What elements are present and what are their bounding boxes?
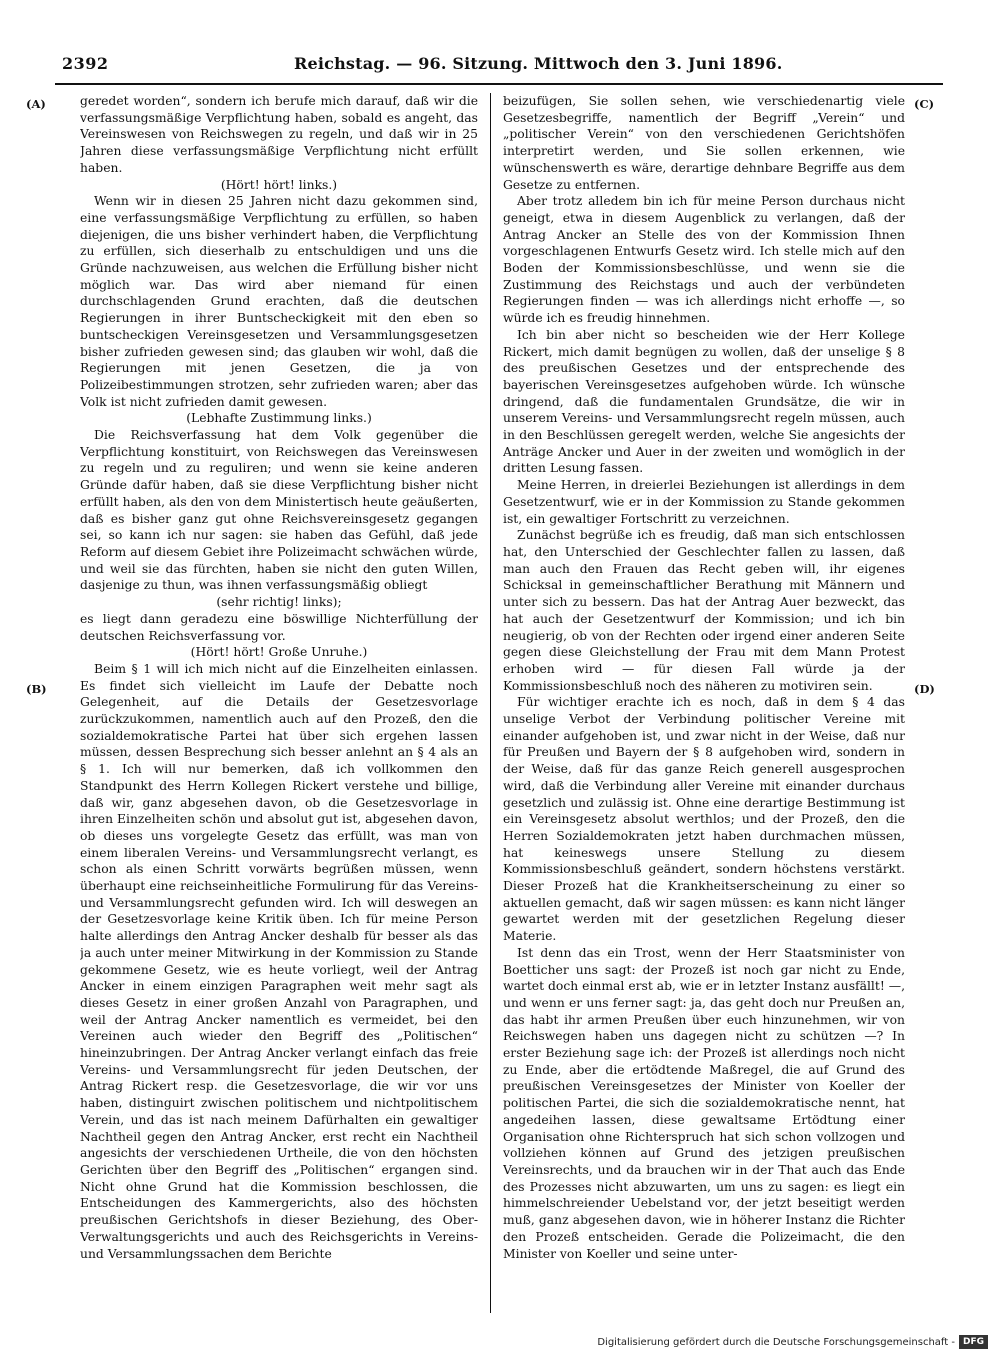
dfg-logo: DFG: [959, 1335, 988, 1349]
interjection: (sehr richtig! links);: [216, 595, 342, 610]
page-number: 2392: [62, 54, 109, 73]
paragraph: Ich bin aber nicht so bescheiden wie der Herr Kollege Rickert, mich damit begnügen zu wollen, daß der unselige § 8 des preußischen Gesetzes und der entsprechende des bayerischen Vereinsgesetzes aufgehoben würde. Ich wünsche dringend, daß die fundamentalen Grundsätze, die wir in unserem Vereins- und Versammlungsrecht regeln müssen, auch in den Beschlüssen geregelt werden, welche Sie angesichts der Anträge Ancker und Auer in der zweiten und womöglich in der dritten Lesung fassen.: [503, 327, 905, 476]
page-header: [62, 54, 942, 80]
interjection: (Hört! hört! links.): [220, 177, 338, 192]
margin-mark-b: (B): [26, 682, 47, 696]
header-rule: [55, 83, 943, 85]
column-divider: [490, 93, 491, 1313]
margin-mark-d: (D): [914, 682, 935, 696]
paragraph: Wenn wir in diesen 25 Jahren nicht dazu gekommen sind, eine verfassungsmäßige Verpflichtung zu erfüllen, so haben diejenigen, die uns bisher verhindert haben, die Verpflichtung zu erfüllen, sich dieserhalb zu entschuldigen und uns die Gründe nachzuweisen, aus welchen die Erfüllung bisher nicht möglich war. Das wird aber niemand für einen durchschlagenden Grund erachten, daß die deutschen Regierungen in ihrer Buntscheckigkeit mit den eben so buntscheckigen Vereinsgesetzen und Versammlungsgesetzen bisher zufrieden gewesen sind; das glauben wir wohl, daß die Regierungen mit jenen Gesetzen, die ja von Polizeibestimmungen strotzen, sehr zufrieden waren; aber das Volk ist nicht zufrieden damit gewesen.: [80, 194, 478, 409]
margin-mark-a: (A): [26, 97, 46, 111]
paragraph: Die Reichsverfassung hat dem Volk gegenüber die Verpflichtung konstituirt, von Reichswegen das Vereinswesen zu regeln und zu reguliren; und wenn sie keine anderen Gründe dafür haben, daß sie diese Verpflichtung bisher nicht erfüllt haben, als den von dem Ministertisch heute geäußerten, daß es bisher ganz gut ohne Reichsvereinsgesetz gegangen sei, so kann ich nur sagen: sie haben das Gefühl, daß jede Reform auf diesem Gebiet ihre Polizeimacht schwächen würde, und weil sie das fürchten, haben sie nicht den guten Willen, dasjenige zu thun, was ihnen verfassungsmäßig obliegt: [80, 428, 478, 593]
right-column: [503, 93, 905, 1313]
paragraph: Beim § 1 will ich mich nicht auf die Einzelheiten einlassen. Es findet sich vielleicht im Laufe der Debatte noch Gelegenheit, auf die Details der Gesetzesvorlage zurückzukommen, namentlich auch auf den Prozeß, den die sozialdemokratische Partei hat über sich ergehen lassen müssen, dessen Besprechung sich besser anlehnt an § 4 als an § 1. Ich will nur bemerken, daß ich vollkommen den Standpunkt des Herrn Kollegen Rickert verstehe und billige, daß wir, ganz abgesehen davon, ob die Gesetzesvorlage in ihren Einzelheiten schön und absolut gut ist, abgesehen davon, ob dieses uns vorgelegte Gesetz das erfüllt, was man von einem liberalen Vereins- und Versammlungsrecht verlangt, es schon als einen Schritt vorwärts begrüßen müssen, wenn überhaupt eine reichseinheitliche Formulirung für das Vereins- und Versammlungsrecht gefunden wird. Ich will deswegen an der Gesetzesvorlage keine Kritik üben. Ich für meine Person halte allerdings den Antrag Ancker deshalb für besser als das ja auch unter meiner Mitwirkung in der Kommission zu Stande gekommene Gesetz, wie es heute vorliegt, weil der Antrag Ancker in einem einzigen Paragraphen weit mehr sagt als dieses Gesetz in einer großen Anzahl von Paragraphen, und weil der Antrag Ancker namentlich es vermeidet, bei den Vereinen auch wieder den Begriff des „Politischen“ hineinzubringen. Der Antrag Ancker verlangt einfach das freie Vereins- und Versammlungsrecht für jeden Deutschen, der Antrag Rickert resp. die Gesetzesvorlage, die wir vor uns haben, distinguirt zwischen politischem und nichtpolitischem Verein, und das ist nach meinem Dafürhalten ein gewaltiger Nachtheil gegen den Antrag Ancker, erst recht ein Nachtheil angesichts der verschiedenen Urtheile, die von den höchsten Gerichten über den Begriff des „Politischen“ ergangen sind. Nicht ohne Grund hat die Kommission beschlossen, die Entscheidungen des Kammergerichts, also des höchsten preußischen Gerichtshofs in dieser Beziehung, des Ober-Verwaltungsgerichts und auch des Reichsgerichts in Vereins- und Versammlungssachen dem Berichte: [80, 661, 478, 1261]
paragraph: es liegt dann geradezu eine böswillige Nichterfüllung der deutschen Reichsverfassung vor.: [80, 611, 478, 643]
paragraph: geredet worden“, sondern ich berufe mich darauf, daß wir die verfassungsmäßige Verpflichtung haben, sobald es angeht, das Vereinswesen von Reichswegen zu regeln, und daß wir in 25 Jahren diese verfassungsmäßige Verpflichtung nicht erfüllt haben.: [80, 94, 478, 175]
interjection: (Hört! hört! Große Unruhe.): [190, 645, 368, 660]
margin-mark-c: (C): [914, 97, 935, 111]
paragraph: Aber trotz alledem bin ich für meine Person durchaus nicht geneigt, etwa in diesem Augenblick zu verlangen, daß der Antrag Ancker an Stelle des von der Kommission Ihnen vorgeschlagenen Entwurfs Gesetz wird. Ich stelle mich auf den Boden der Kommissionsbeschlüsse, und wenn sie die Zustimmung des Reichstags und auch der verbündeten Regierungen finden — was ich allerdings nicht erhoffe —, so würde ich es freudig hinnehmen.: [503, 194, 905, 326]
paragraph: Für wichtiger erachte ich es noch, daß in dem § 4 das unselige Verbot der Verbindung politischer Vereine mit einander aufgehoben ist, und zwar nicht in der Weise, daß nur für Preußen und Bayern der § 8 aufgehoben wird, sondern in der Weise, daß für das ganze Reich generell ausgesprochen wird, daß die Verbindung aller Vereine mit einander durchaus gesetzlich und zulässig ist. Ohne eine derartige Bestimmung ist ein Vereinsgesetz absolut werthlos; und der Prozeß, den die Herren Sozialdemokraten jetzt haben durchmachen müssen, hat keineswegs unsere Stellung zu diesem Kommissionsbeschluß geändert, sondern höchstens verstärkt. Dieser Prozeß hat die Krankheitserscheinung zu einer so aktuellen gemacht, daß wir sagen müssen: es kann nicht länger gewartet werden mit der gesetzlichen Regelung dieser Materie.: [503, 695, 905, 944]
paragraph: Meine Herren, in dreierlei Beziehungen ist allerdings in dem Gesetzentwurf, wie er in der Kommission zu Stande gekommen ist, ein gewaltiger Fortschritt zu verzeichnen.: [503, 478, 905, 526]
digitization-credit: Digitalisierung gefördert durch die Deutsche Forschungsgemeinschaft -: [597, 1336, 955, 1348]
footer: [597, 1335, 988, 1349]
paragraph: beizufügen, Sie sollen sehen, wie verschiedenartig viele Gesetzesbegriffe, namentlich der Begriff „Verein“ und „politischer Verein“ von den verschiedenen Gerichtshöfen interpretirt werden, und Sie sollen erkennen, wie wünschenswerth es wäre, derartige dehnbare Begriffe aus dem Gesetze zu entfernen.: [503, 94, 905, 192]
paragraph: Zunächst begrüße ich es freudig, daß man sich entschlossen hat, den Unterschied der Geschlechter fallen zu lassen, daß man auch den Frauen das Recht geben will, ihr eigenes Schicksal in gemeinschaftlicher Berathung mit Männern und unter sich zu bessern. Das hat der Antrag Auer bezweckt, das hat auch der Gesetzentwurf der Kommission; und ich bin neugierig, ob von der Rechten oder irgend einer anderen Seite gegen diese Gleichstellung der Frau mit dem Mann Protest erhoben wird — für diesen Fall würde ja der Kommissionsbeschluß noch des näheren zu motiviren sein.: [503, 528, 905, 693]
running-title: Reichstag. — 96. Sitzung. Mittwoch den 3. Juni 1896.: [294, 54, 783, 73]
interjection: (Lebhafte Zustimmung links.): [186, 411, 372, 426]
paragraph: Ist denn das ein Trost, wenn der Herr Staatsminister von Boetticher uns sagt: der Prozeß ist noch gar nicht zu Ende, wartet doch einmal erst ab, wie er in letzter Instanz ausfällt! —, und wenn er uns ferner sagt: ja, das geht doch nur Preußen an, das habt ihr armen Preußen über euch hinzunehmen, wir von Reichswegen haben uns dagegen nicht zu schützen —? In erster Beziehung sage ich: der Prozeß ist allerdings noch nicht zu Ende, aber die ertödtende Maßregel, die auf Grund des preußischen Vereinsgesetzes der Minister von Koeller der politischen Partei, die sich die sozialdemokratische nennt, hat angedeihen lassen, diese gewaltsame Ertödtung einer Organisation ohne Richterspruch hat sich schon vollzogen und vollziehen können auf Grund des jetzigen preußischen Vereinsrechts, und da brauchen wir in der That auch das Ende des Prozesses nicht abzuwarten, um uns zu sagen: es liegt ein himmelschreiender Uebelstand vor, der jetzt beseitigt werden muß, ganz abgesehen davon, wie in höherer Instanz die Richter den Prozeß entscheiden. Gerade die Polizeimacht, die den Minister von Koeller und seine unter-: [503, 945, 905, 1261]
left-column: [80, 93, 478, 1313]
